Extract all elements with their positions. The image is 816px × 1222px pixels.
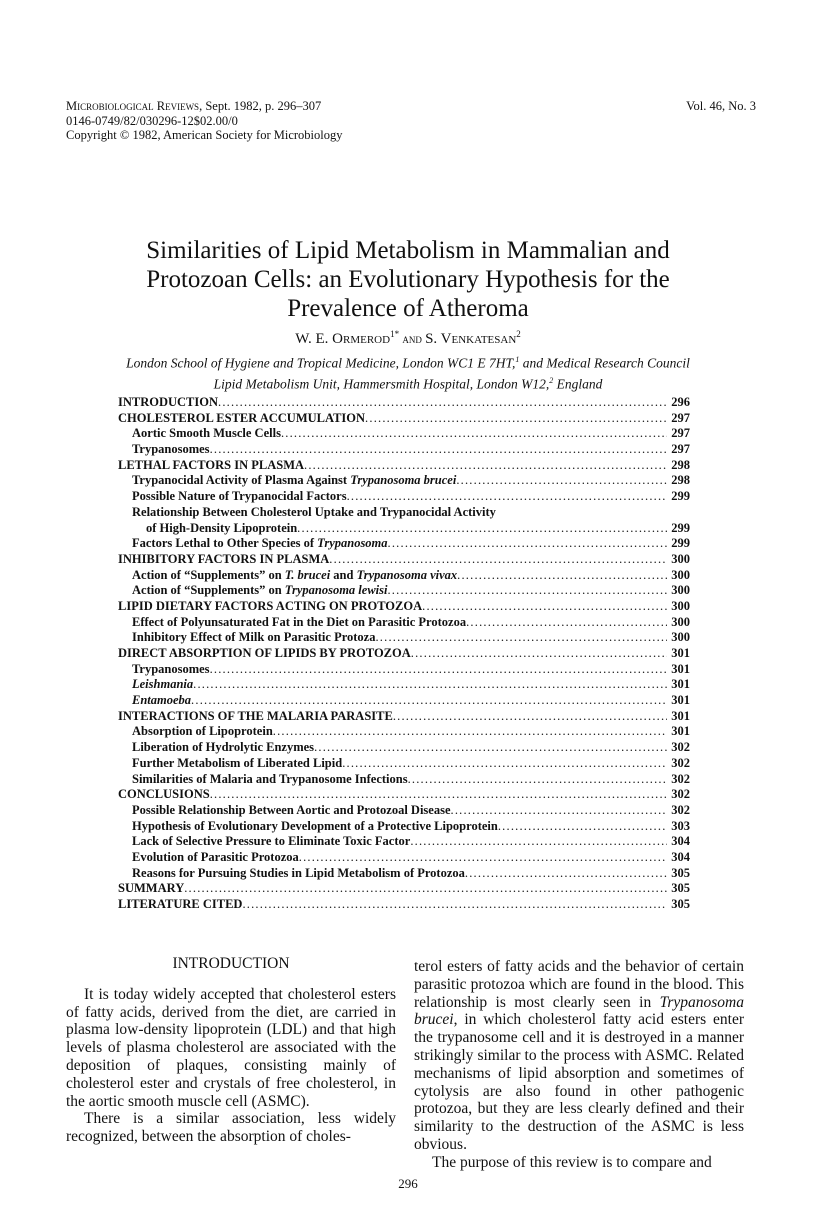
toc-entry[interactable]: INTRODUCTION ..... 296: [118, 395, 690, 411]
copyright-line: Copyright © 1982, American Society for Microbiology: [66, 128, 343, 142]
toc-entry[interactable]: Action of “Supplements” on Trypanosoma lewisi ..... 300: [118, 583, 690, 599]
author-2-sup: 2: [516, 329, 521, 339]
article-title: [60, 236, 756, 323]
citation: , Sept. 1982, p. 296–307: [199, 99, 322, 113]
toc-entry[interactable]: LITERATURE CITED ..... 305: [118, 897, 690, 913]
article-code: 0146-0749/82/030296-12$02.00/0: [66, 113, 238, 128]
author-1: W. E. Ormerod: [295, 331, 391, 347]
title-line-3: Prevalence of Atheroma: [287, 295, 529, 322]
affiliation: [60, 351, 756, 392]
running-header: [66, 99, 342, 143]
author-line: [60, 329, 756, 348]
toc-entry[interactable]: DIRECT ABSORPTION OF LIPIDS BY PROTOZOA ..... 301: [118, 646, 690, 662]
affil-sup-2: 2: [549, 375, 554, 385]
author-1-sup: 1*: [390, 329, 400, 339]
toc-entry[interactable]: Inhibitory Effect of Milk on Parasitic Protoza ..... 300: [118, 630, 690, 646]
author-and: and: [399, 331, 426, 346]
toc-entry[interactable]: Reasons for Pursuing Studies in Lipid Metabolism of Protozoa ..... 305: [118, 866, 690, 882]
toc-entry[interactable]: Relationship Between Cholesterol Uptake and Trypanocidal Activity: [132, 504, 496, 519]
page-number: 296: [398, 1176, 418, 1191]
journal-name: Microbiological Reviews: [66, 99, 200, 113]
toc-entry[interactable]: Effect of Polyunsaturated Fat in the Diet on Parasitic Protozoa ..... 300: [118, 615, 690, 631]
toc-entry[interactable]: Action of “Supplements” on T. brucei and Trypanosoma vivax ..... 300: [118, 568, 690, 584]
paragraph: There is a similar association, less widely recognized, between the absorption of choles-: [66, 1110, 396, 1146]
toc-entry[interactable]: Possible Relationship Between Aortic and Protozoal Disease ..... 302: [118, 803, 690, 819]
author-2: S. Venkatesan: [425, 331, 517, 347]
toc-entry[interactable]: INTERACTIONS OF THE MALARIA PARASITE ..... 301: [118, 709, 690, 725]
toc-entry[interactable]: Hypothesis of Evolutionary Development of a Protective Lipoprotein ..... 303: [118, 819, 690, 835]
toc-entry[interactable]: Similarities of Malaria and Trypanosome Infections ..... 302: [118, 772, 690, 788]
toc-entry[interactable]: Further Metabolism of Liberated Lipid ..... 302: [118, 756, 690, 772]
toc-entry[interactable]: LETHAL FACTORS IN PLASMA ..... 298: [118, 458, 690, 474]
toc-entry[interactable]: Absorption of Lipoprotein ..... 301: [118, 724, 690, 740]
toc-entry[interactable]: of High-Density Lipoprotein ..... 299: [118, 521, 690, 537]
toc-entry[interactable]: Aortic Smooth Muscle Cells ..... 297: [118, 426, 690, 442]
toc-entry[interactable]: Trypanosomes ..... 297: [118, 442, 690, 458]
body-column-left: [66, 955, 396, 1146]
table-of-contents: [118, 395, 690, 913]
section-heading: INTRODUCTION: [172, 955, 290, 972]
paragraph: It is today widely accepted that cholesterol esters of fatty acids, derived from the diet, are carried in plasma low-density lipoprotein (LDL) and that high levels of plasma cholesterol are associated with the deposition of plaques, consisting mainly of cholesterol ester and crystals of free cholesterol, in the aortic smooth muscle cell (ASMC).: [66, 985, 396, 1110]
toc-entry[interactable]: Entamoeba ..... 301: [118, 693, 690, 709]
toc-entry[interactable]: INHIBITORY FACTORS IN PLASMA ..... 300: [118, 552, 690, 568]
affil-2b: England: [553, 376, 603, 391]
toc-entry[interactable]: Leishmania ..... 301: [118, 677, 690, 693]
toc-entry[interactable]: Trypanocidal Activity of Plasma Against Trypanosoma brucei ..... 298: [118, 473, 690, 489]
body-column-right: [414, 958, 744, 1172]
toc-entry[interactable]: CHOLESTEROL ESTER ACCUMULATION ..... 297: [118, 411, 690, 427]
toc-entry[interactable]: Evolution of Parasitic Protozoa ..... 304: [118, 850, 690, 866]
toc-entry[interactable]: Factors Lethal to Other Species of Trypanosoma ..... 299: [118, 536, 690, 552]
affil-1b: and Medical Research Council: [519, 355, 690, 371]
toc-entry[interactable]: Trypanosomes ..... 301: [118, 662, 690, 678]
toc-entry[interactable]: CONCLUSIONS ..... 302: [118, 787, 690, 803]
paragraph: The purpose of this review is to compare and: [432, 1153, 712, 1171]
affil-2a: Lipid Metabolism Unit, Hammersmith Hospital, London W12,: [213, 376, 550, 391]
title-line-1: Similarities of Lipid Metabolism in Mammalian and: [146, 237, 670, 264]
affil-1a: London School of Hygiene and Tropical Medicine, London WC1 E 7HT,: [126, 355, 516, 371]
toc-entry[interactable]: Possible Nature of Trypanocidal Factors ..... 299: [118, 489, 690, 505]
volume-info: Vol. 46, No. 3: [686, 99, 756, 113]
toc-entry[interactable]: SUMMARY ..... 305: [118, 881, 690, 897]
toc-entry[interactable]: LIPID DIETARY FACTORS ACTING ON PROTOZOA ..... 300: [118, 599, 690, 615]
paragraph: terol esters of fatty acids and the behavior of certain parasitic protozoa which are found in the blood. This relationship is most clearly seen in Trypanosoma brucei, in which cholesterol fatty acid esters enter the trypanosome cell and it is destroyed in a manner strikingly similar to the process with ASMC. Related mechanisms of lipid absorption and sometimes of cytolysis are also found in other pathogenic protozoa, but they are less clearly defined and their similarity to the destruction of the ASMC is less obvious.: [414, 958, 744, 1153]
toc-entry[interactable]: Liberation of Hydrolytic Enzymes ..... 302: [118, 740, 690, 756]
toc-entry[interactable]: Lack of Selective Pressure to Eliminate Toxic Factor ..... 304: [118, 834, 690, 850]
title-line-2: Protozoan Cells: an Evolutionary Hypothesis for the: [146, 266, 670, 293]
affil-sup-1: 1: [515, 355, 520, 364]
